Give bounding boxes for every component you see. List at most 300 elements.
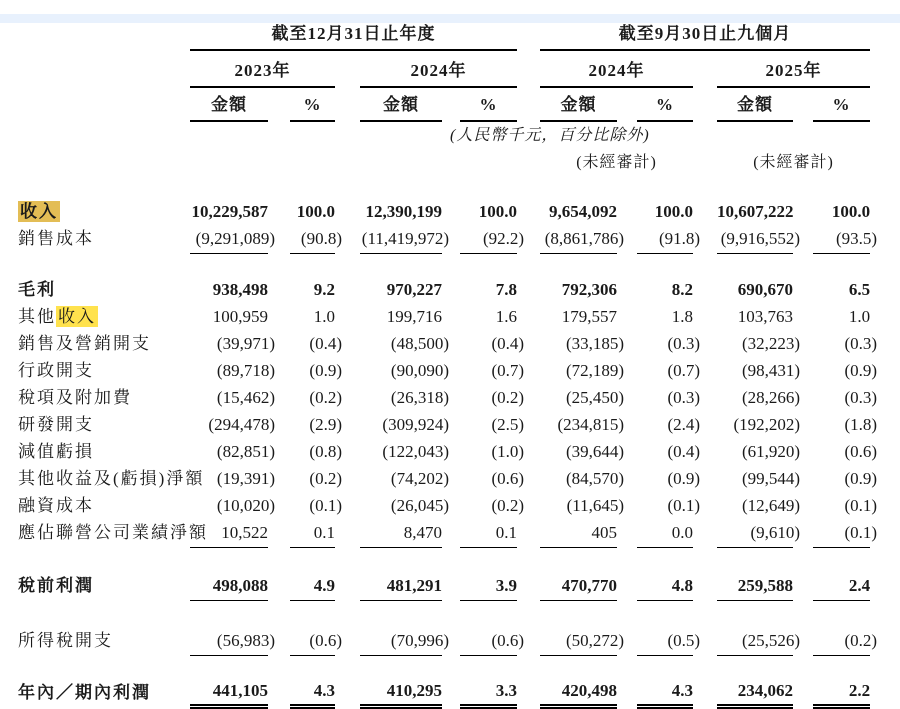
cell-percent — [290, 435, 342, 462]
column-gap — [693, 569, 717, 600]
col-percent-2024-9m: % — [637, 87, 693, 121]
cell-value: 2.4 — [848, 575, 871, 595]
cell-percent — [813, 462, 878, 489]
cell-amount — [717, 516, 801, 547]
cell-value: 0.1 — [495, 522, 518, 542]
column-gap — [617, 87, 637, 121]
cell-percent — [460, 435, 525, 462]
row-label-text: 行政開支 — [18, 361, 94, 381]
cell-percent — [290, 569, 335, 600]
cell-amount — [190, 300, 268, 327]
cell-percent — [460, 408, 525, 435]
cell-value: (84,570) — [565, 469, 625, 489]
header-spacer — [18, 148, 540, 175]
cell-value: 441,105 — [212, 680, 268, 700]
cell-amount — [540, 381, 625, 408]
cell-value: (0.2) — [309, 469, 342, 489]
col-group-nine-months: 截至9月30日止九個月 — [540, 14, 870, 50]
cell-percent — [813, 408, 878, 435]
cell-amount — [717, 195, 793, 222]
cell-percent — [290, 381, 342, 408]
column-gap — [793, 273, 813, 300]
cell-amount — [360, 273, 442, 300]
column-gap — [617, 300, 637, 327]
cell-amount — [540, 516, 617, 547]
cell-amount — [717, 273, 793, 300]
row-label-text: 銷售及營銷開支 — [18, 334, 151, 354]
column-gap — [442, 273, 460, 300]
cell-amount — [190, 354, 275, 381]
cell-value: (0.5) — [667, 630, 701, 650]
cell-amount — [190, 624, 275, 655]
row-label — [18, 300, 190, 327]
cell-amount — [360, 222, 449, 253]
cell-value: 3.9 — [495, 575, 518, 595]
cell-value: 1.0 — [848, 307, 871, 327]
cell-value: 0.0 — [671, 522, 694, 542]
cell-value: 405 — [591, 522, 618, 542]
cell-value: 10,607,222 — [717, 202, 794, 222]
cell-amount — [717, 435, 801, 462]
cell-percent — [637, 516, 693, 547]
col-percent-2025: % — [813, 87, 870, 121]
cell-percent — [460, 354, 525, 381]
column-gap — [268, 273, 290, 300]
column-gap — [268, 569, 290, 600]
cell-value: (61,920) — [741, 442, 801, 462]
cell-value: 9,654,092 — [549, 202, 618, 222]
cell-percent — [813, 327, 878, 354]
cell-percent — [637, 381, 701, 408]
cell-value: 199,716 — [386, 307, 442, 327]
cell-value: (0.2) — [309, 388, 342, 408]
table-row — [18, 462, 870, 489]
cell-percent — [460, 300, 517, 327]
header-spacer — [693, 148, 717, 175]
unaudited-label-2024-9m: (未經審計) — [576, 154, 657, 172]
table-row — [18, 516, 870, 547]
col-amount-2024: 金額 — [360, 87, 442, 121]
cell-value: (0.6) — [491, 469, 525, 489]
cell-value: (0.9) — [844, 469, 878, 489]
column-gap — [793, 569, 813, 600]
row-label — [18, 222, 190, 253]
cell-percent — [637, 408, 701, 435]
cell-amount — [717, 354, 801, 381]
cell-value: (9,916,552) — [720, 228, 801, 248]
cell-value: 10,229,587 — [191, 202, 268, 222]
cell-value: (0.4) — [309, 334, 342, 354]
row-label — [18, 273, 190, 300]
cell-value: (39,644) — [565, 442, 625, 462]
row-label — [18, 489, 190, 516]
column-gap — [335, 195, 360, 222]
cell-amount — [360, 381, 449, 408]
cell-percent — [813, 354, 878, 381]
spacer-row — [18, 253, 870, 273]
cell-value: (234,815) — [557, 415, 625, 435]
cell-value: 8.2 — [671, 280, 694, 300]
cell-amount — [190, 222, 275, 253]
cell-value: (0.3) — [667, 334, 701, 354]
cell-value: (0.1) — [309, 496, 342, 516]
search-highlight-match: 收入 — [58, 307, 96, 327]
cell-value: (39,971) — [216, 334, 275, 354]
cell-percent — [460, 462, 525, 489]
cell-amount — [360, 624, 449, 655]
column-gap — [617, 516, 637, 547]
cell-percent — [637, 327, 701, 354]
cell-percent — [813, 569, 870, 600]
cell-amount — [717, 300, 793, 327]
cell-percent — [460, 675, 517, 706]
cell-value: (9,610) — [750, 522, 801, 542]
row-label — [18, 354, 190, 381]
cell-amount — [360, 300, 442, 327]
cell-value: (70,996) — [390, 630, 449, 650]
cell-value: (2.5) — [491, 415, 525, 435]
cell-amount — [717, 462, 801, 489]
cell-value: 481,291 — [386, 575, 442, 595]
financial-table — [18, 14, 878, 709]
cell-value: (25,526) — [741, 630, 801, 650]
cell-amount — [360, 195, 442, 222]
cell-percent — [637, 354, 701, 381]
column-gap — [335, 87, 360, 121]
column-gap — [793, 195, 813, 222]
cell-value: 7.8 — [495, 280, 518, 300]
cell-value: (74,202) — [390, 469, 449, 489]
document-page — [0, 14, 900, 702]
cell-amount — [540, 489, 625, 516]
cell-amount — [360, 354, 449, 381]
column-gap — [617, 273, 637, 300]
cell-value: (8,861,786) — [544, 228, 625, 248]
cell-percent — [637, 624, 701, 655]
cell-amount — [190, 569, 268, 600]
column-gap — [693, 87, 717, 121]
cell-value: (309,924) — [382, 415, 449, 435]
column-gap — [517, 569, 540, 600]
cell-amount — [360, 435, 449, 462]
row-label-text: 其他收益及(虧損)淨額 — [18, 469, 205, 489]
table-header — [18, 14, 870, 195]
search-highlight-current: 收入 — [20, 202, 58, 222]
cell-percent — [813, 489, 878, 516]
cell-value: 100.0 — [296, 202, 335, 222]
cell-amount — [717, 327, 801, 354]
table-row — [18, 624, 870, 655]
cell-amount — [190, 675, 268, 706]
column-gap — [335, 675, 360, 706]
cell-value: 10,522 — [221, 522, 268, 542]
cell-amount — [717, 624, 801, 655]
cell-percent — [290, 624, 342, 655]
column-gap — [442, 675, 460, 706]
cell-percent — [460, 569, 517, 600]
column-gap — [517, 195, 540, 222]
cell-value: (90,090) — [390, 361, 449, 381]
cell-value: (0.8) — [309, 442, 342, 462]
cell-percent — [813, 381, 878, 408]
cell-value: (28,266) — [741, 388, 801, 408]
table-row — [18, 381, 870, 408]
column-gap — [517, 87, 540, 121]
row-label-text: 年內／期內利潤 — [18, 683, 151, 703]
column-gap — [335, 273, 360, 300]
cell-percent — [290, 462, 342, 489]
column-gap — [617, 569, 637, 600]
cell-percent — [813, 300, 870, 327]
page-top-strip — [0, 14, 900, 23]
header-unaudited-row — [18, 148, 870, 175]
cell-percent — [460, 222, 525, 253]
column-gap — [517, 273, 540, 300]
column-gap — [793, 675, 813, 706]
col-group-annual: 截至12月31日止年度 — [190, 14, 517, 50]
header-spacer — [517, 50, 540, 87]
cell-value: 4.3 — [671, 680, 694, 700]
cell-value: (122,043) — [382, 442, 449, 462]
table-row — [18, 435, 870, 462]
cell-amount — [717, 675, 793, 706]
cell-value: 103,763 — [737, 307, 794, 327]
cell-value: (0.6) — [491, 630, 525, 650]
cell-value: 100.0 — [478, 202, 518, 222]
cell-value: 100.0 — [831, 202, 871, 222]
cell-value: 470,770 — [561, 575, 618, 595]
cell-value: 410,295 — [386, 680, 442, 700]
header-spacer — [18, 50, 190, 87]
column-gap — [517, 516, 540, 547]
cell-value: (15,462) — [216, 388, 275, 408]
cell-value: (11,645) — [566, 496, 625, 516]
header-spacer — [18, 87, 190, 121]
row-label-text: 研發開支 — [18, 415, 94, 435]
cell-percent — [290, 222, 342, 253]
cell-value: 4.3 — [313, 680, 335, 700]
col-percent-2024: % — [460, 87, 517, 121]
cell-amount — [360, 489, 449, 516]
column-gap — [442, 87, 460, 121]
cell-value: (0.7) — [667, 361, 701, 381]
cell-value: 420,498 — [561, 680, 618, 700]
cell-value: (25,450) — [565, 388, 625, 408]
cell-amount — [540, 624, 625, 655]
cell-percent — [290, 516, 335, 547]
cell-amount — [190, 489, 275, 516]
table-row — [18, 675, 870, 706]
cell-amount — [717, 408, 801, 435]
table-row — [18, 300, 870, 327]
header-spacer — [335, 50, 360, 87]
column-gap — [442, 300, 460, 327]
cell-value: (91.8) — [658, 228, 701, 248]
cell-percent — [290, 300, 335, 327]
cell-value: (1.0) — [491, 442, 525, 462]
column-gap — [693, 195, 717, 222]
row-label-text: 稅前利潤 — [18, 576, 94, 596]
cell-amount — [540, 327, 625, 354]
column-gap — [335, 516, 360, 547]
column-gap — [268, 675, 290, 706]
cell-value: (33,185) — [565, 334, 625, 354]
cell-amount — [360, 516, 442, 547]
table-row — [18, 327, 870, 354]
header-body-gap — [18, 175, 870, 195]
row-label — [18, 435, 190, 462]
column-gap — [793, 300, 813, 327]
cell-value: (0.4) — [491, 334, 525, 354]
cell-percent — [460, 516, 517, 547]
cell-value: (294,478) — [208, 415, 275, 435]
cell-percent — [813, 222, 878, 253]
cell-percent — [290, 195, 335, 222]
col-year-2024-9m: 2024年 — [540, 50, 693, 87]
column-gap — [268, 87, 290, 121]
header-subcolumn-row — [18, 87, 870, 121]
row-label-text: 應佔聯營公司業績淨額 — [18, 523, 208, 543]
cell-amount — [540, 569, 617, 600]
spacer-row — [18, 600, 870, 624]
cell-value: (90.8) — [300, 228, 342, 248]
col-year-2024: 2024年 — [360, 50, 517, 87]
column-gap — [617, 675, 637, 706]
cell-amount — [190, 381, 275, 408]
table-row — [18, 222, 870, 253]
row-label-text: 融資成本 — [18, 496, 94, 516]
column-gap — [693, 273, 717, 300]
cell-amount — [360, 327, 449, 354]
cell-amount — [540, 675, 617, 706]
cell-value: 179,557 — [561, 307, 618, 327]
row-label-text: 毛利 — [18, 280, 56, 300]
cell-amount — [190, 327, 275, 354]
cell-value: 970,227 — [386, 280, 442, 300]
cell-value: (48,500) — [390, 334, 449, 354]
cell-value: 100.0 — [654, 202, 694, 222]
spacer-row — [18, 655, 870, 675]
cell-value: (1.8) — [844, 415, 878, 435]
cell-value: 2.2 — [848, 680, 871, 700]
column-gap — [442, 569, 460, 600]
cell-percent — [813, 195, 870, 222]
cell-value: (82,851) — [216, 442, 275, 462]
cell-value: 259,588 — [737, 575, 794, 595]
column-gap — [268, 516, 290, 547]
col-year-2023: 2023年 — [190, 50, 335, 87]
col-amount-2025: 金額 — [717, 87, 793, 121]
cell-amount — [540, 354, 625, 381]
cell-value: (2.4) — [667, 415, 701, 435]
cell-value: 4.8 — [671, 575, 694, 595]
row-label — [18, 381, 190, 408]
cell-value: (0.6) — [844, 442, 878, 462]
cell-value: (72,189) — [565, 361, 625, 381]
cell-value: (32,223) — [741, 334, 801, 354]
row-label — [18, 516, 208, 547]
col-percent-2023: % — [290, 87, 335, 121]
cell-value: 9.2 — [313, 280, 335, 300]
cell-value: 12,390,199 — [365, 202, 442, 222]
column-gap — [268, 195, 290, 222]
cell-amount — [717, 489, 801, 516]
cell-value: (0.2) — [491, 496, 525, 516]
cell-value: (0.9) — [667, 469, 701, 489]
cell-amount — [190, 195, 268, 222]
cell-value: (98,431) — [741, 361, 801, 381]
cell-value: (99,544) — [741, 469, 801, 489]
currency-note: (人民幣千元，百分比除外) — [450, 127, 650, 145]
cell-value: (0.2) — [844, 630, 878, 650]
cell-amount — [540, 273, 617, 300]
cell-value: 1.8 — [671, 307, 694, 327]
cell-value: (0.4) — [667, 442, 701, 462]
cell-value: (0.6) — [309, 630, 342, 650]
cell-percent — [813, 516, 878, 547]
cell-value: (0.1) — [844, 496, 878, 516]
table-row — [18, 354, 870, 381]
cell-amount — [190, 273, 268, 300]
row-label — [18, 624, 190, 655]
cell-value: 792,306 — [561, 280, 618, 300]
column-gap — [442, 195, 460, 222]
cell-value: (19,391) — [216, 469, 275, 489]
cell-value: (26,318) — [390, 388, 449, 408]
column-gap — [693, 516, 717, 547]
column-gap — [335, 300, 360, 327]
cell-amount — [540, 435, 625, 462]
cell-value: (26,045) — [390, 496, 449, 516]
cell-amount — [717, 222, 801, 253]
row-label — [18, 327, 190, 354]
cell-value: (2.9) — [309, 415, 342, 435]
row-label — [18, 675, 190, 706]
row-label-text: 銷售成本 — [18, 229, 94, 249]
row-label-text: 減值虧損 — [18, 442, 94, 462]
header-spacer — [693, 50, 717, 87]
row-label — [18, 408, 190, 435]
cell-value: 234,062 — [737, 680, 794, 700]
cell-percent — [637, 462, 701, 489]
cell-value: (0.7) — [491, 361, 525, 381]
cell-value: (11,419,972) — [361, 228, 449, 248]
column-gap — [335, 569, 360, 600]
col-amount-2024-9m: 金額 — [540, 87, 617, 121]
cell-amount — [717, 569, 793, 600]
header-year-row — [18, 50, 870, 87]
cell-percent — [637, 569, 693, 600]
cell-value: (0.3) — [667, 388, 701, 408]
cell-percent — [813, 435, 878, 462]
cell-value: 1.0 — [313, 307, 335, 327]
row-label-text: 其他 — [18, 307, 56, 327]
cell-value: 690,670 — [737, 280, 794, 300]
cell-amount — [360, 408, 449, 435]
table-row — [18, 569, 870, 600]
cell-amount — [360, 569, 442, 600]
cell-value: 6.5 — [848, 280, 871, 300]
cell-amount — [540, 300, 617, 327]
column-gap — [793, 87, 813, 121]
cell-value: 100,959 — [212, 307, 268, 327]
cell-value: (89,718) — [216, 361, 275, 381]
cell-percent — [637, 195, 693, 222]
cell-percent — [813, 273, 870, 300]
cell-percent — [290, 675, 335, 706]
cell-amount — [540, 195, 617, 222]
cell-value: (56,983) — [216, 630, 275, 650]
